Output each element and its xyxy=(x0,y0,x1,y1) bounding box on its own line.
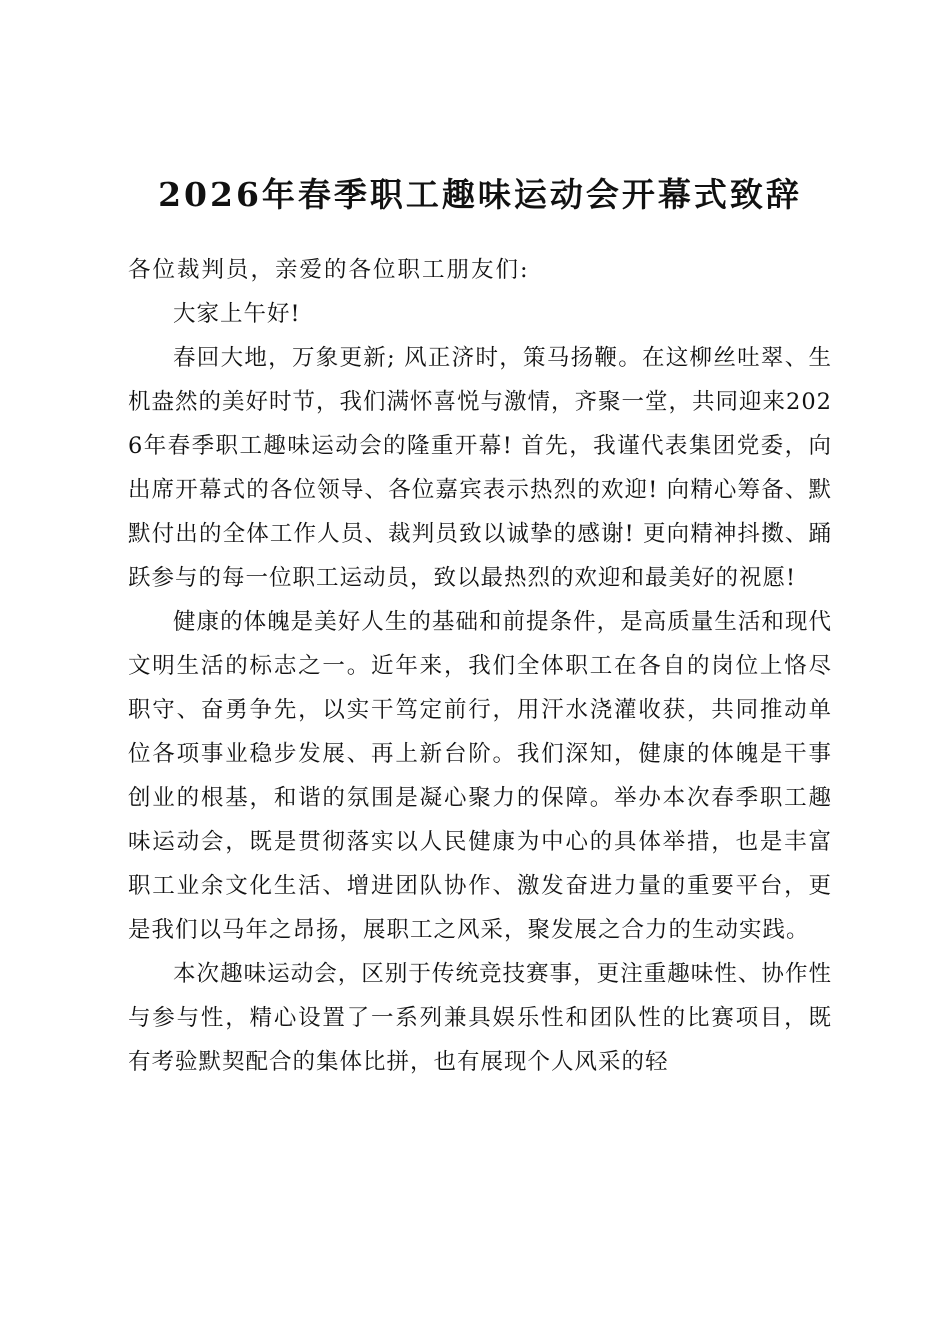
health-paragraph: 健康的体魄是美好人生的基础和前提条件，是高质量生活和现代文明生活的标志之一。近年来，我们全体职工在各自的岗位上恪尽职守、奋勇争先，以实干笃定前行，用汗水浇灌收获，共同推动单位各项事业稳步发展、再上新台阶。我们深知，健康的体魄是干事创业的根基，和谐的氛围是凝心聚力的保障。举办本次春季职工趣味运动会，既是贯彻落实以人民健康为中心的具体举措，也是丰富职工业余文化生活、增进团队协作、激发奋进力量的重要平台，更是我们以马年之昂扬，展职工之风采，聚发展之合力的生动实践。 xyxy=(128,609,832,943)
greeting-paragraph: 大家上午好! xyxy=(173,301,301,327)
opening-paragraph: 春回大地，万象更新; 风正济时，策马扬鞭。在这柳丝吐翠、生机盎然的美好时节，我们满怀喜悦与激情，齐聚一堂，共同迎来2026年春季职工趣味运动会的隆重开幕! 首先，我谨代表集团党委，向出席开幕式的各位领导、各位嘉宾表示热烈的欢迎! 向精心筹备、默默付出的全体工作人员、裁判员致以诚挚的感谢! 更向精神抖擞、踊跃参与的每一位职工运动员，致以最热烈的欢迎和最美好的祝愿! xyxy=(128,345,832,591)
salutation: 各位裁判员，亲爱的各位职工朋友们: xyxy=(128,257,530,283)
document-title: 2026年春季职工趣味运动会开幕式致辞 xyxy=(158,175,802,214)
event-paragraph: 本次趣味运动会，区别于传统竞技赛事，更注重趣味性、协作性与参与性，精心设置了一系列兼具娱乐性和团队性的比赛项目，既有考验默契配合的集体比拼，也有展现个人风采的轻 xyxy=(128,961,832,1075)
